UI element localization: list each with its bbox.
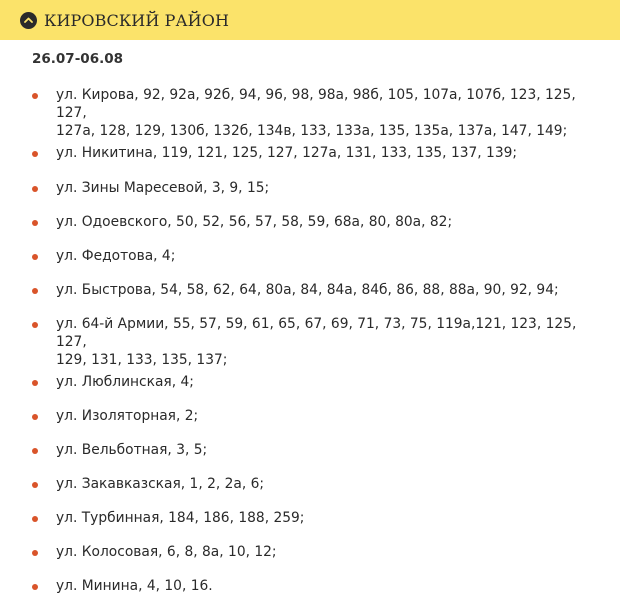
street-text: ул. 64-й Армии, 55, 57, 59, 61, 65, 67, 69, 71, 73, 75, 119а,121, 123, 125, 127, 129, 131, 133, 135, 137; <box>56 316 577 368</box>
street-text: ул. Одоевского, 50, 52, 56, 57, 58, 59, 68а, 80, 80а, 82; <box>56 214 453 230</box>
bullet-icon <box>32 550 38 556</box>
bullet-icon <box>32 254 38 260</box>
bullet-icon <box>32 584 38 590</box>
date-range: 26.07-06.08 <box>32 51 124 67</box>
street-text: ул. Колосовая, 6, 8, 8а, 10, 12; <box>56 544 277 560</box>
street-text: ул. Зины Маресевой, 3, 9, 15; <box>56 180 270 196</box>
bullet-icon <box>32 220 38 226</box>
bullet-icon <box>32 482 38 488</box>
street-text: ул. Минина, 4, 10, 16. <box>56 578 213 594</box>
bullet-icon <box>32 151 38 157</box>
bullet-icon <box>32 322 38 328</box>
chevron-up-icon[interactable] <box>20 12 37 29</box>
street-text: ул. Вельботная, 3, 5; <box>56 442 208 458</box>
bullet-icon <box>32 380 38 386</box>
street-text: ул. Закавказская, 1, 2, 2а, 6; <box>56 476 265 492</box>
street-text: ул. Никитина, 119, 121, 125, 127, 127а, 131, 133, 135, 137, 139; <box>56 145 518 161</box>
street-text: ул. Турбинная, 184, 186, 188, 259; <box>56 510 305 526</box>
bullet-icon <box>32 93 38 99</box>
street-text: ул. Изоляторная, 2; <box>56 408 199 424</box>
bullet-icon <box>32 414 38 420</box>
bullet-icon <box>32 448 38 454</box>
street-text: ул. Быстрова, 54, 58, 62, 64, 80а, 84, 84а, 84б, 86, 88, 88а, 90, 92, 94; <box>56 282 559 298</box>
district-accordion-header[interactable] <box>0 0 620 40</box>
bullet-icon <box>32 288 38 294</box>
district-title: КИРОВСКИЙ РАЙОН <box>44 10 229 30</box>
bullet-icon <box>32 516 38 522</box>
street-text: ул. Федотова, 4; <box>56 248 176 264</box>
district-panel <box>0 40 620 594</box>
street-text: ул. Люблинская, 4; <box>56 374 194 390</box>
bullet-icon <box>32 186 38 192</box>
street-text: ул. Кирова, 92, 92а, 92б, 94, 96, 98, 98а, 98б, 105, 107а, 107б, 123, 125, 127, 127а, 128, 129, 130б, 132б, 134в, 133, 133а, 135, 135а, 137а, 147, 149; <box>56 87 576 139</box>
